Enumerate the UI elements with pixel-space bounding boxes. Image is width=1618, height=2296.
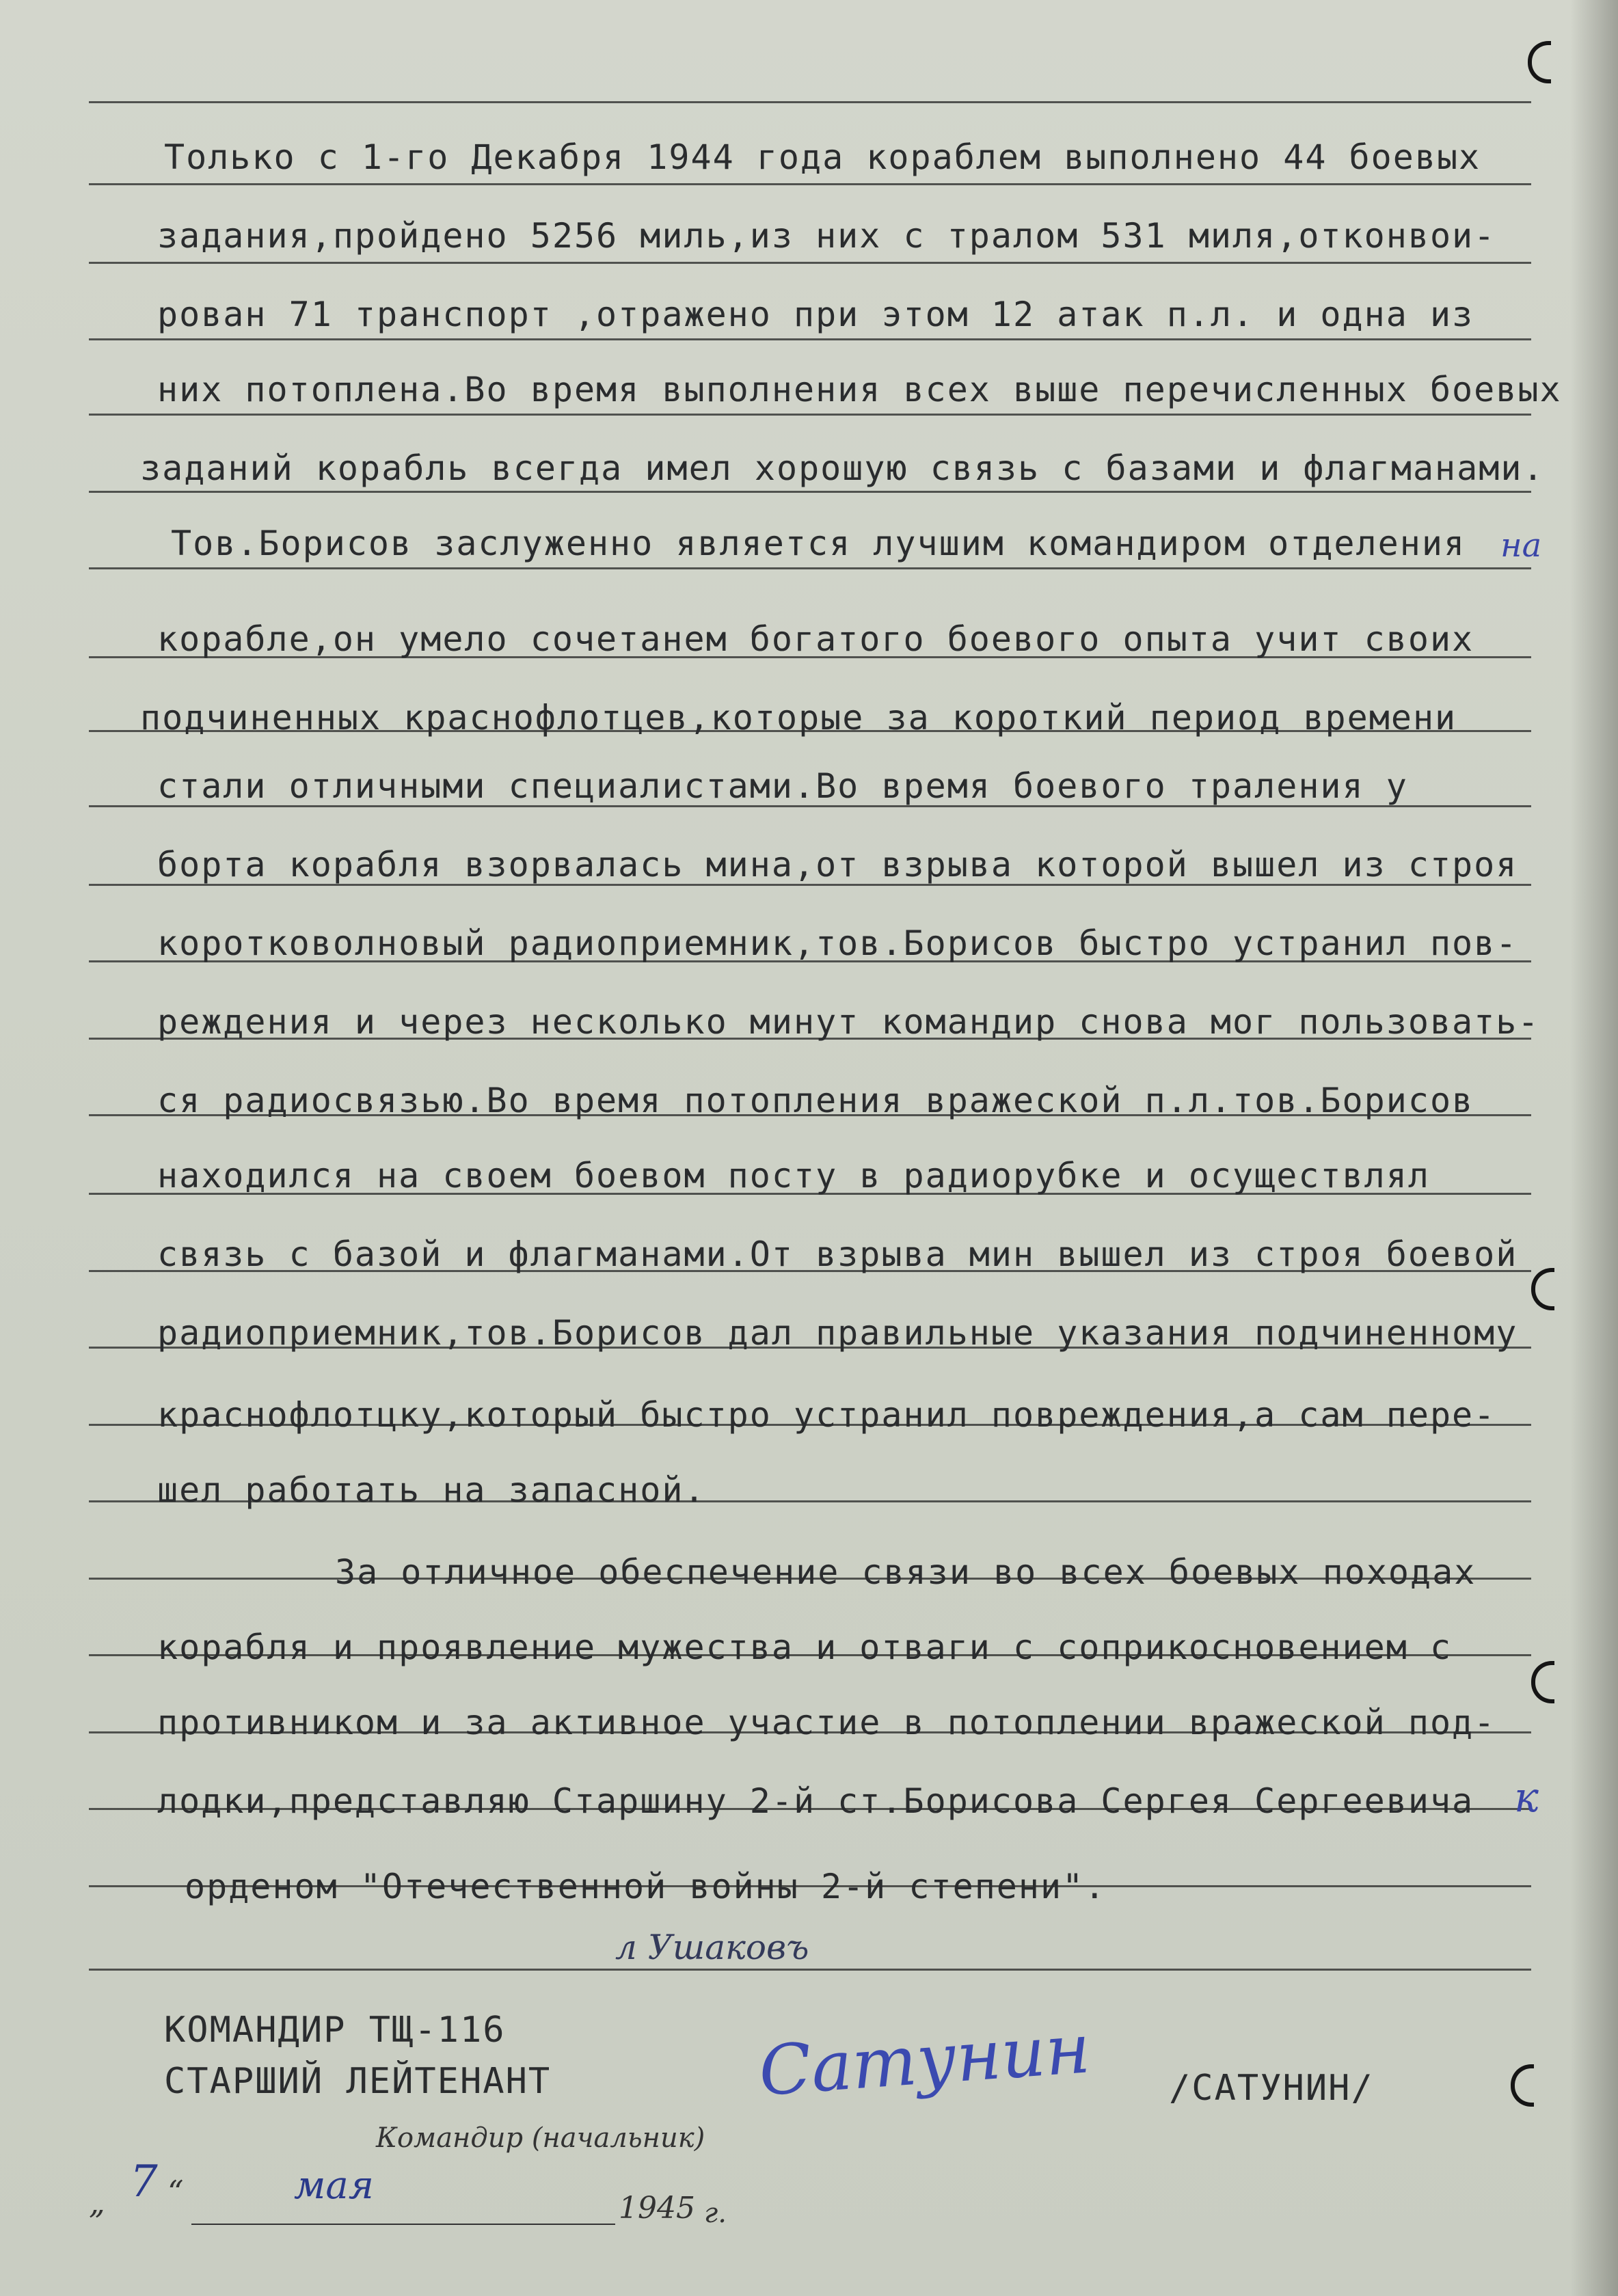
date-day: 7	[130, 2157, 158, 2207]
text-line: радиоприемник,тов.Борисов дал правильные указания подчиненному	[157, 1313, 1518, 1353]
text-line: корабля и проявление мужества и отваги с соприкосновением с	[157, 1628, 1453, 1667]
handwritten-k: к	[1514, 1774, 1539, 1822]
text-line: подчиненных краснофлотцев,которые за короткий период времени	[140, 698, 1457, 738]
date-year: 1945	[619, 2191, 695, 2226]
handwritten-initials: л Ушаковъ	[615, 1928, 809, 1967]
handwritten-na: на	[1500, 526, 1542, 565]
text-line: реждения и через несколько минут командир снова мог пользовать-	[157, 1002, 1540, 1042]
text-line: задания,пройдено 5256 миль,из них с тралом 531 миля,отконвои-	[157, 216, 1496, 256]
text-line: стали отличными специалистами.Во время боевого траления у	[157, 766, 1408, 806]
text-line: Тов.Борисов заслуженно является лучшим командиром отделения	[171, 524, 1466, 563]
text-line: них потоплена.Во время выполнения всех выше перечисленных боевых	[157, 370, 1562, 409]
text-line: корабле,он умело сочетанем богатого боевого опыта учит своих	[157, 619, 1474, 659]
text-line: коротковолновый радиоприемник,тов.Борисов быстро устранил пов-	[157, 923, 1518, 963]
commander-rank: СТАРШИЙ ЛЕЙТЕНАНТ	[164, 2061, 552, 2102]
page-edge	[1570, 0, 1618, 2296]
text-line: заданий корабль всегда имел хорошую связь с базами и флагманами.	[140, 448, 1545, 488]
date-underline	[191, 2224, 615, 2225]
text-line: находился на своем боевом посту в радиорубке и осуществлял	[157, 1156, 1430, 1196]
date-close-quote: “	[167, 2174, 184, 2211]
ruled-line	[89, 101, 1531, 103]
caption-commander: Командир (начальник)	[376, 2122, 705, 2154]
text-line: ся радиосвязью.Во время потопления вражеской п.л.тов.Борисов	[157, 1081, 1474, 1120]
text-line: противником и за активное участие в потоплении вражеской под-	[157, 1703, 1496, 1742]
text-line: связь с базой и флагманами.От взрыва мин вышел из строя боевой	[157, 1234, 1518, 1274]
text-line: За отличное обеспечение связи во всех боевых походах	[335, 1552, 1477, 1592]
signature: Сатунин	[756, 2008, 1093, 2111]
date-year-suffix: г.	[704, 2198, 727, 2229]
commander-title: КОМАНДИР ТЩ-116	[164, 2010, 506, 2051]
text-line: Только с 1-го Декабря 1944 года кораблем выполнено 44 боевых	[164, 137, 1481, 177]
ruled-line	[89, 1969, 1531, 1971]
text-line: шел работать на запасной.	[157, 1470, 706, 1510]
commander-name: /САТУНИН/	[1169, 2068, 1374, 2109]
text-line: лодки,представляю Старшину 2-й ст.Борисова Сергея Сергеевича	[157, 1781, 1474, 1821]
text-line: орденом "Отечественной войны 2-й степени".	[185, 1867, 1107, 1906]
date-open-quote: „	[89, 2184, 105, 2221]
binding-hole	[1528, 41, 1551, 83]
text-line: краснофлотцку,который быстро устранил повреждения,а сам пере-	[157, 1395, 1496, 1435]
date-month: мая	[294, 2163, 374, 2208]
text-line: борта корабля взорвалась мина,от взрыва которой вышел из строя	[157, 845, 1518, 884]
text-line: рован 71 транспорт ,отражено при этом 12 атак п.л. и одна из	[157, 295, 1474, 334]
